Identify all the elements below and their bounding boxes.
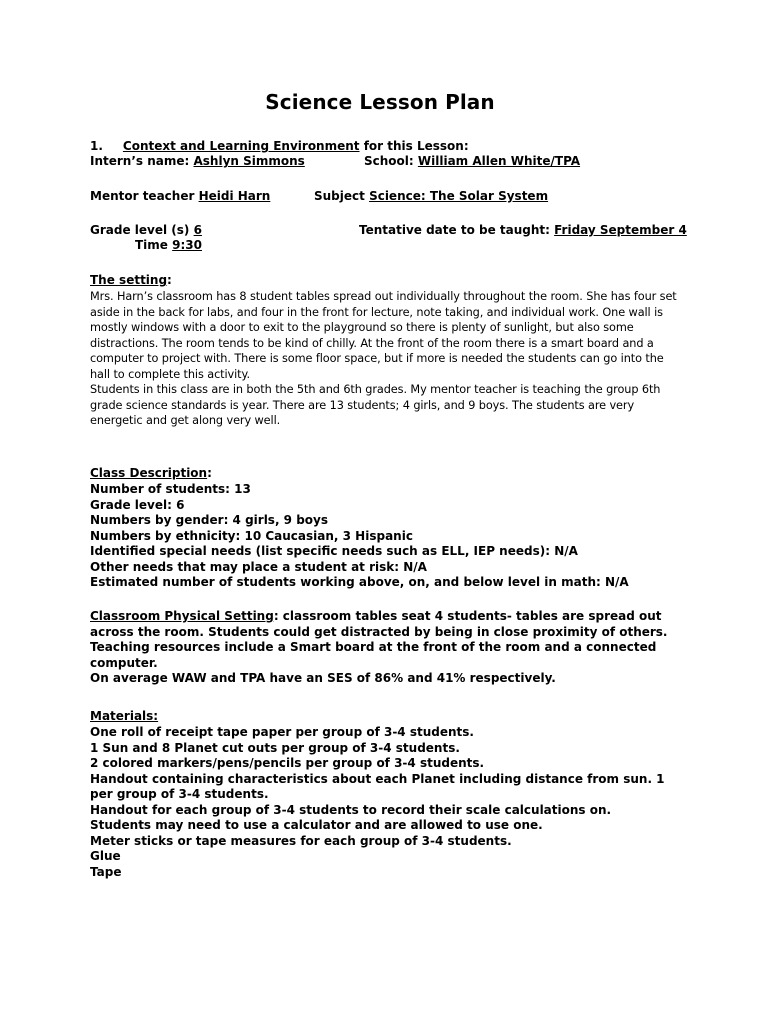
mentor-value: Heidi Harn (198, 189, 271, 203)
context-heading-line (90, 139, 469, 154)
school-value: William Allen White/TPA (417, 154, 581, 168)
setting-paragraph (90, 289, 680, 429)
list-item: Meter sticks or tape measures for each group of 3-4 students. (90, 833, 512, 848)
physical-setting-text: : classroom tables seat 4 students- tables are spread out across the room. Students could get distracted by being in close proximity of others. Teaching resources include a Smart board at the front of the room and a connected computer. (90, 609, 668, 670)
date-row (359, 223, 687, 238)
grade-value: 6 (193, 223, 202, 237)
list-item: Glue (90, 849, 121, 863)
physical-setting-heading: Classroom Physical Setting (90, 609, 274, 623)
grade-row (90, 223, 202, 238)
intern-name-row (90, 154, 305, 169)
page-title: Science Lesson Plan (265, 90, 495, 114)
intern-value: Ashlyn Simmons (193, 154, 305, 168)
class-description-heading-line (90, 466, 212, 481)
subject-row (314, 189, 548, 204)
list-item: Numbers by ethnicity: 10 Caucasian, 3 Hispanic (90, 528, 413, 543)
time-value: 9:30 (172, 238, 202, 252)
materials-heading: Materials: (90, 709, 159, 723)
school-label: School: (364, 154, 418, 168)
class-description-colon: : (207, 466, 212, 480)
list-item: One roll of receipt tape paper per group of 3-4 students. (90, 725, 474, 739)
section-number: 1. (90, 139, 103, 153)
list-item: Tape (90, 864, 122, 879)
grade-label: Grade level (s) (90, 223, 194, 237)
intern-label: Intern’s name: (90, 154, 194, 168)
setting-heading-colon: : (167, 273, 172, 287)
date-label: Tentative date to be taught: (359, 223, 555, 237)
list-item: Grade level: 6 (90, 497, 185, 512)
class-description-list (90, 482, 629, 591)
list-item: Number of students: 13 (90, 482, 251, 496)
list-item: 2 colored markers/pens/pencils per group of 3-4 students. (90, 756, 485, 770)
time-row (135, 238, 202, 253)
materials-heading-line (90, 709, 158, 724)
setting-paragraph-2: Students in this class are in both the 5th and 6th grades. My mentor teacher is teaching the group 6th grade science standards is year. There are 13 students; 4 girls, and 9 boys. The students are very energetic and get along very well. (90, 383, 661, 427)
list-item: 1 Sun and 8 Planet cut outs per group of 3-4 students. (90, 740, 460, 755)
school-row (364, 154, 580, 169)
class-description-heading: Class Description (90, 466, 208, 480)
subject-value: Science: The Solar System (369, 189, 549, 203)
list-item: Handout containing characteristics about each Planet including distance from sun. 1 per group of 3-4 students. (90, 771, 665, 801)
physical-setting-paragraph (90, 609, 680, 687)
setting-paragraph-1: Mrs. Harn’s classroom has 8 student tables spread out individually throughout the room. She has four set aside in the back for labs, and four in the front for lecture, note taking, and individual work. One wall is mostly windows with a door to exit to the playground so there is plenty of sunlight, but also some distractions. The room tends to be kind of chilly. At the front of the room there is a smart board and a computer to project with. There is some floor space, but if more is needed the students can go into the hall to complete this activity. (90, 290, 677, 381)
ses-line: On average WAW and TPA have an SES of 86% and 41% respectively. (90, 671, 556, 685)
mentor-row (90, 189, 270, 204)
time-label: Time (135, 238, 173, 252)
context-heading-suffix: for this Lesson: (359, 139, 469, 153)
list-item: Numbers by gender: 4 girls, 9 boys (90, 513, 329, 527)
setting-heading-line (90, 273, 172, 288)
context-heading: Context and Learning Environment (122, 139, 360, 153)
list-item: Students may need to use a calculator and are allowed to use one. (90, 818, 543, 832)
list-item: Estimated number of students working above, on, and below level in math: N/A (90, 575, 629, 589)
date-value: Friday September 4 (554, 223, 687, 237)
materials-list (90, 725, 680, 880)
mentor-label: Mentor teacher (90, 189, 199, 203)
list-item: Identified special needs (list specific needs such as ELL, IEP needs): N/A (90, 544, 578, 558)
subject-label: Subject (314, 189, 370, 203)
list-item: Handout for each group of 3-4 students to record their scale calculations on. (90, 802, 612, 817)
setting-heading: The setting (90, 273, 168, 287)
list-item: Other needs that may place a student at risk: N/A (90, 559, 427, 574)
